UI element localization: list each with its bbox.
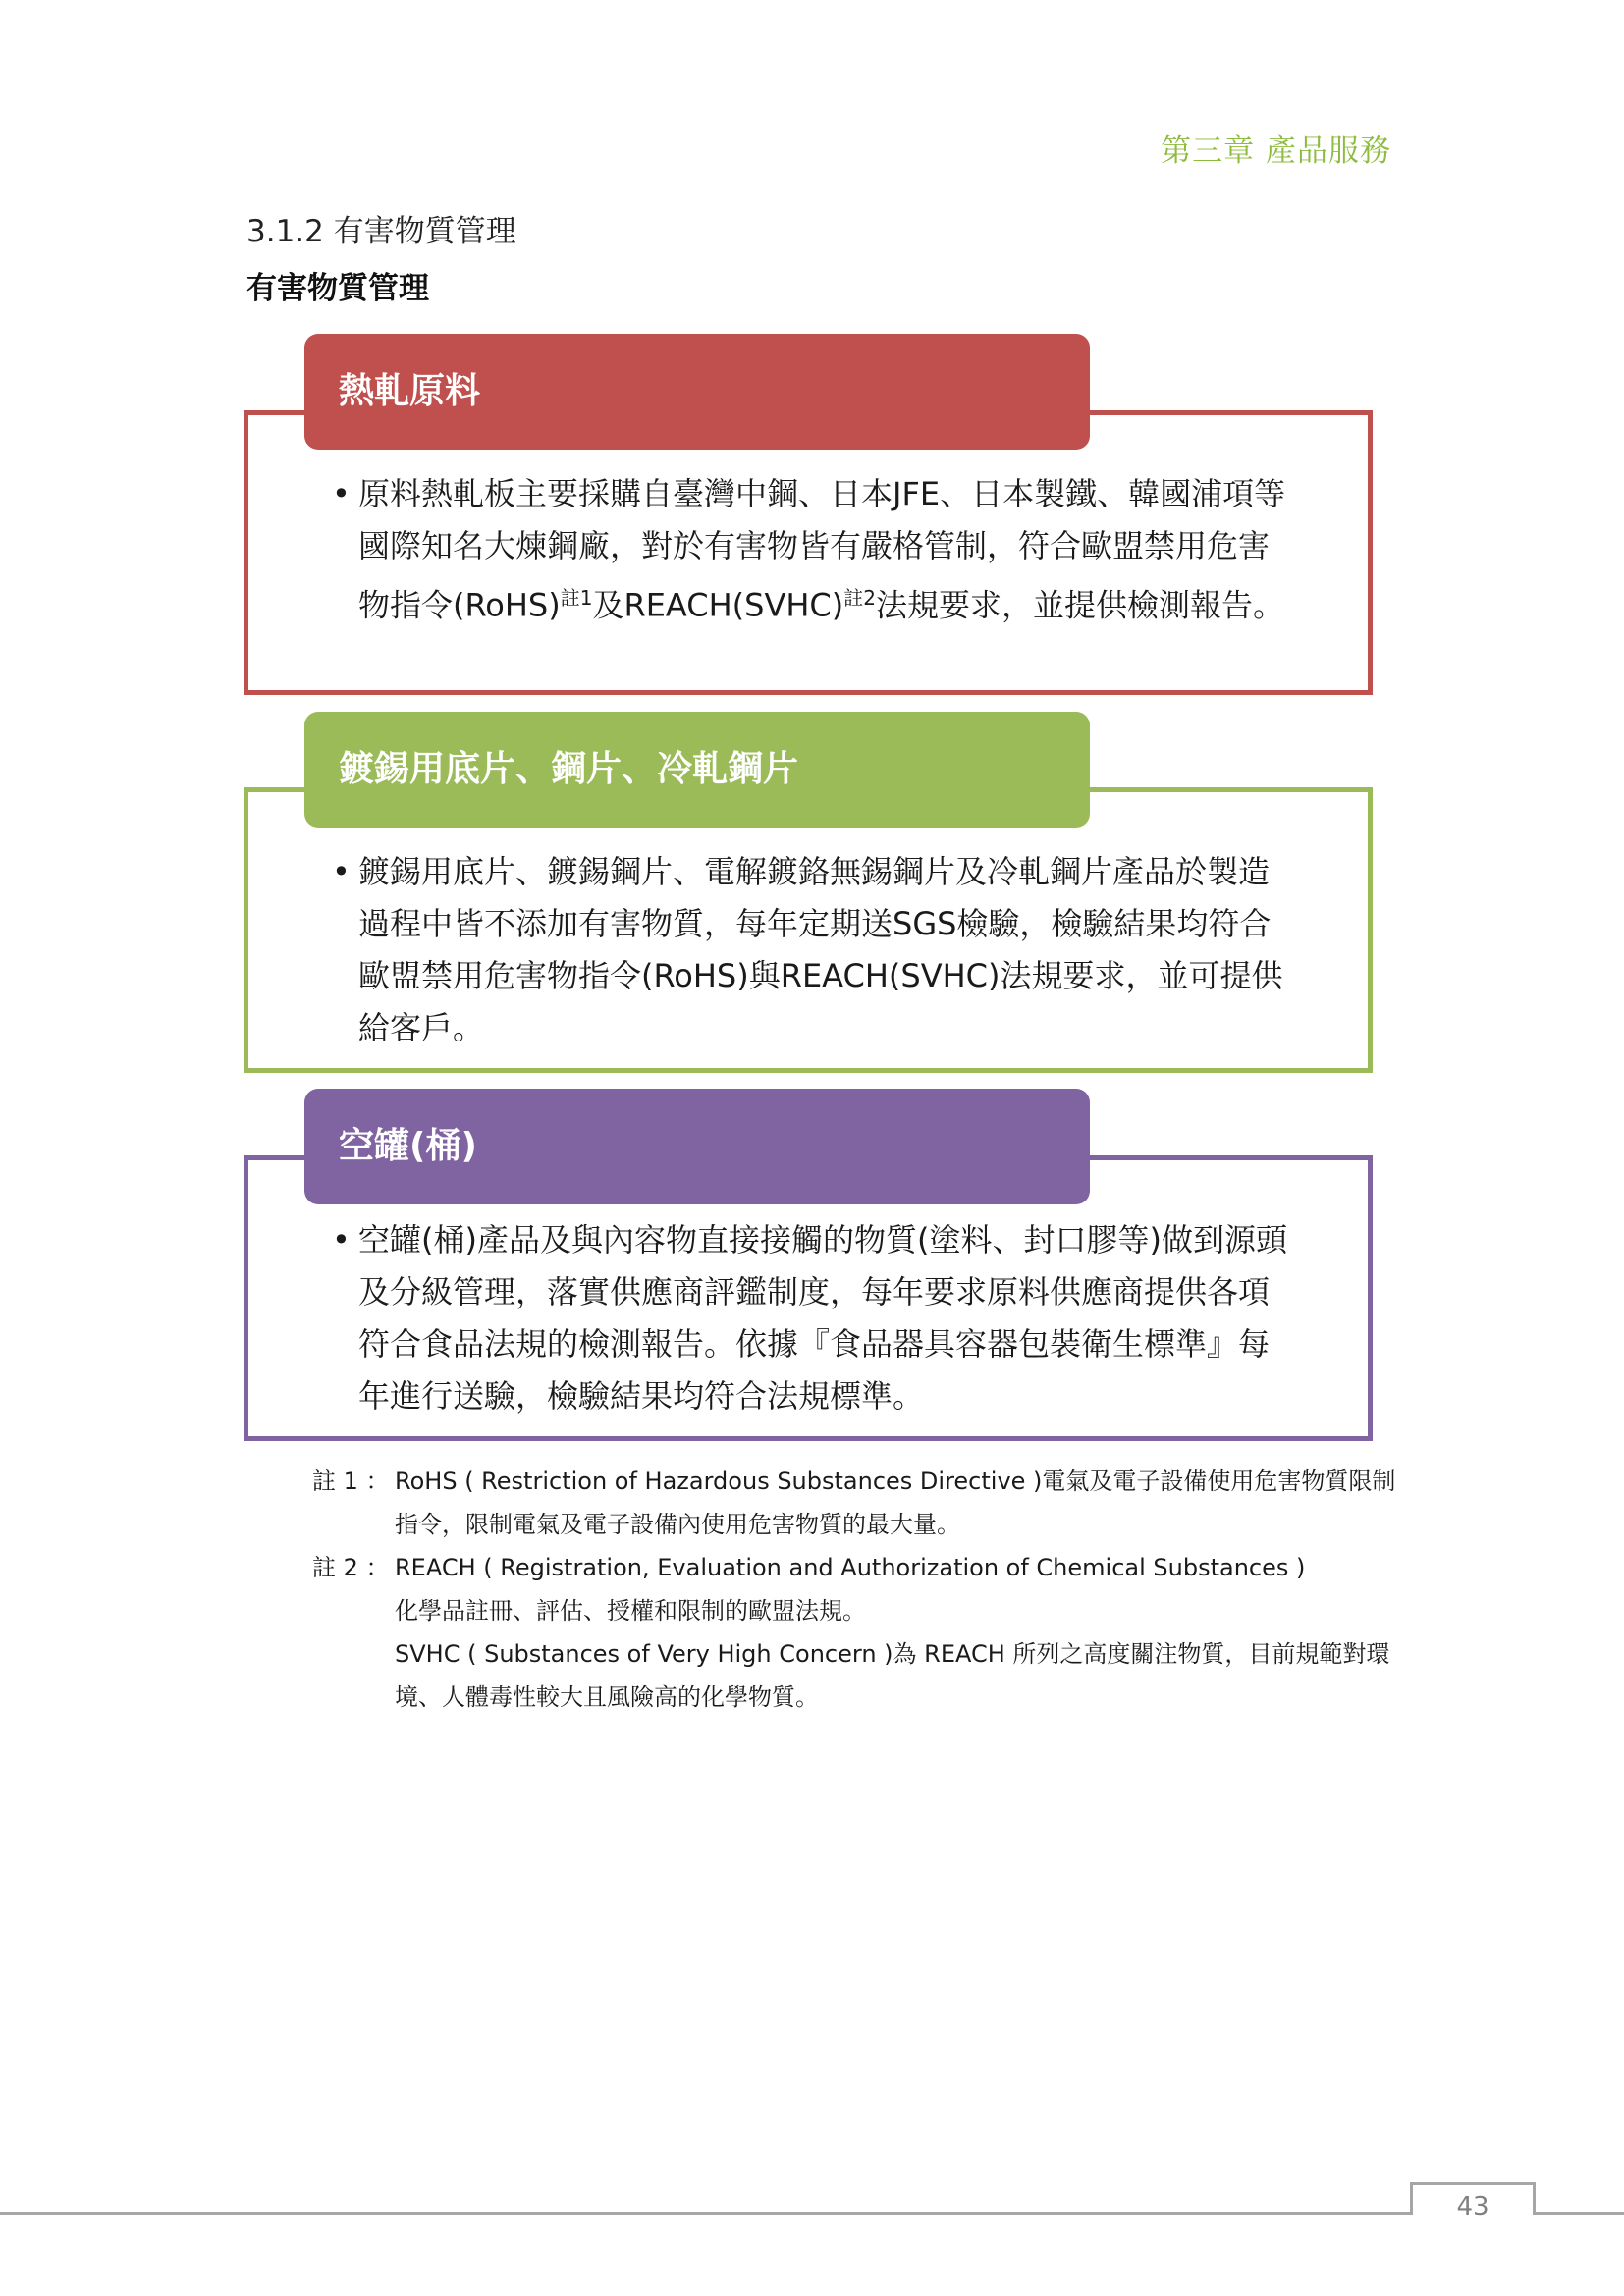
footnote-line: 化學品註冊、評估、授權和限制的歐盟法規。 <box>395 1597 866 1625</box>
footnote-label: 註 2 ： <box>312 1554 390 1581</box>
box-text: 鍍錫用底片、鍍錫鋼片、電解鍍鉻無錫鋼片及冷軋鋼片產品於製造過程中皆不添加有害物質，每年定期送SGS檢驗，檢驗結果均符合歐盟禁用危害物指令(RoHS)與REACH(SVHC)法規要求，並可提供給客戶。 <box>358 853 1283 1046</box>
box-body <box>334 468 1296 632</box>
page-number: 43 <box>1410 2182 1536 2215</box>
chapter-title: 第三章 產品服務 <box>1161 133 1391 169</box>
box-title: 空罐(桶) <box>339 1126 477 1166</box>
section-title: 3.1.2 有害物質管理 <box>246 214 516 249</box>
footnote-1 <box>312 1460 1402 1546</box>
footer-rule <box>0 2212 1624 2215</box>
box-text-part: 法規要求，並提供檢測報告。 <box>875 586 1284 624</box>
box-body <box>334 1214 1296 1422</box>
footnote-ref-1: 註1 <box>560 586 593 610</box>
footnote-line: REACH ( Registration, Evaluation and Authorization of Chemical Substances ) <box>395 1554 1306 1581</box>
box-title: 鍍錫用底片、鋼片、冷軋鋼片 <box>339 749 799 789</box>
footnotes <box>312 1460 1402 1719</box>
footnote-line: SVHC ( Substances of Very High Concern )為 REACH 所列之高度關注物質，目前規範對環 <box>395 1640 1390 1668</box>
bullet-icon: • <box>332 853 351 890</box>
box-title-tab <box>304 1089 1090 1204</box>
footnote-line: 境、人體毒性較大且風險高的化學物質。 <box>395 1683 819 1711</box>
bullet-icon: • <box>332 475 351 512</box>
footnote-line: RoHS ( Restriction of Hazardous Substances Directive )電氣及電子設備使用危害物質限制 <box>395 1468 1396 1495</box>
bullet-icon: • <box>332 1221 351 1258</box>
section-subheading: 有害物質管理 <box>246 271 429 306</box>
footnote-line: 指令，限制電氣及電子設備內使用危害物質的最大量。 <box>395 1511 960 1538</box>
box-text-part: 及REACH(SVHC) <box>592 586 844 624</box>
box-text-part: 原料熱軋板主要採購自臺灣中鋼、日本JFE、日本製鐵、韓國浦項等國際知名大煉鋼廠，對於有害物皆有嚴格管制，符合歐盟禁用危害物指令(RoHS) <box>358 475 1286 624</box>
footnote-label: 註 1 ： <box>312 1468 390 1495</box>
box-title: 熱軋原料 <box>339 371 481 411</box>
box-text: 空罐(桶)產品及與內容物直接接觸的物質(塗料、封口膠等)做到源頭及分級管理，落實供應商評鑑制度，每年要求原料供應商提供各項符合食品法規的檢測報告。依據『食品器具容器包裝衛生標準』每年進行送驗，檢驗結果均符合法規標準。 <box>358 1221 1287 1415</box>
footnote-2 <box>312 1546 1402 1719</box>
box-title-tab <box>304 712 1090 828</box>
box-body <box>334 846 1296 1054</box>
footnote-ref-2: 註2 <box>843 586 876 610</box>
box-title-tab <box>304 334 1090 450</box>
